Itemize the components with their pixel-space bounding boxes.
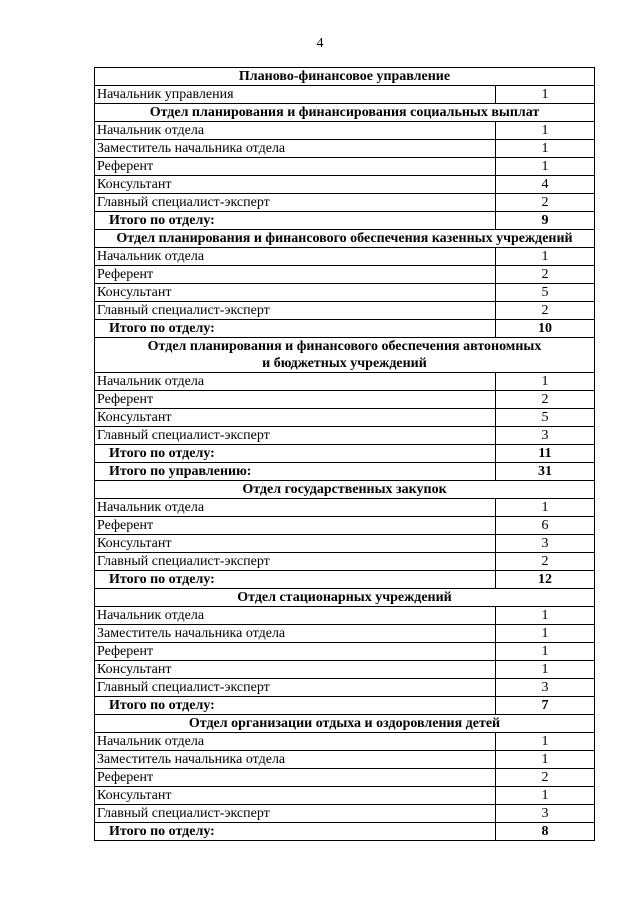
position-row	[95, 122, 595, 140]
total-row	[95, 463, 595, 481]
position-label: Начальник отдела	[95, 122, 496, 140]
total-row	[95, 823, 595, 841]
position-label: Начальник отдела	[95, 607, 496, 625]
staffing-table	[94, 67, 595, 841]
position-label: Референт	[95, 158, 496, 176]
position-row	[95, 787, 595, 805]
position-label: Главный специалист-эксперт	[95, 679, 496, 697]
position-count: 1	[496, 373, 595, 391]
total-count: 11	[496, 445, 595, 463]
position-row	[95, 409, 595, 427]
section-title: Отдел планирования и финансового обеспечения казенных учреждений	[95, 230, 595, 248]
position-label: Начальник управления	[95, 86, 496, 104]
position-label: Консультант	[95, 661, 496, 679]
section-header-row	[95, 715, 595, 733]
total-count: 9	[496, 212, 595, 230]
section-header-row	[95, 104, 595, 122]
position-row	[95, 391, 595, 409]
position-count: 1	[496, 158, 595, 176]
total-row	[95, 571, 595, 589]
position-label: Главный специалист-эксперт	[95, 302, 496, 320]
position-row	[95, 248, 595, 266]
position-label: Главный специалист-эксперт	[95, 427, 496, 445]
total-label: Итого по управлению:	[95, 463, 496, 481]
total-row	[95, 320, 595, 338]
total-count: 8	[496, 823, 595, 841]
position-count: 1	[496, 751, 595, 769]
position-count: 4	[496, 176, 595, 194]
position-row	[95, 733, 595, 751]
total-label: Итого по отделу:	[95, 320, 496, 338]
position-count: 5	[496, 284, 595, 302]
position-row	[95, 517, 595, 535]
position-count: 1	[496, 643, 595, 661]
section-header-row	[95, 68, 595, 86]
position-row	[95, 194, 595, 212]
position-count: 2	[496, 553, 595, 571]
total-count: 10	[496, 320, 595, 338]
position-label: Референт	[95, 391, 496, 409]
section-header-row	[95, 589, 595, 607]
position-count: 1	[496, 787, 595, 805]
position-row	[95, 679, 595, 697]
total-count: 12	[496, 571, 595, 589]
position-row	[95, 751, 595, 769]
position-count: 1	[496, 625, 595, 643]
position-row	[95, 158, 595, 176]
section-title-line: Отдел планирования и финансового обеспечения автономных	[147, 339, 542, 354]
position-label: Консультант	[95, 535, 496, 553]
position-label: Главный специалист-эксперт	[95, 194, 496, 212]
position-label: Начальник отдела	[95, 733, 496, 751]
position-row	[95, 643, 595, 661]
position-row	[95, 284, 595, 302]
position-count: 1	[496, 661, 595, 679]
position-count: 1	[496, 248, 595, 266]
section-header-row	[95, 481, 595, 499]
position-label: Консультант	[95, 176, 496, 194]
position-count: 3	[496, 805, 595, 823]
position-label: Начальник отдела	[95, 248, 496, 266]
position-count: 2	[496, 391, 595, 409]
position-count: 2	[496, 194, 595, 212]
position-row	[95, 535, 595, 553]
section-title: Отдел организации отдыха и оздоровления детей	[95, 715, 595, 733]
position-count: 1	[496, 607, 595, 625]
position-label: Референт	[95, 266, 496, 284]
total-label: Итого по отделу:	[95, 697, 496, 715]
position-row	[95, 427, 595, 445]
position-count: 2	[496, 302, 595, 320]
position-count: 1	[496, 733, 595, 751]
position-row	[95, 140, 595, 158]
position-label: Главный специалист-эксперт	[95, 553, 496, 571]
section-title: Отдел планирования и финансирования социальных выплат	[95, 104, 595, 122]
total-row	[95, 445, 595, 463]
position-row	[95, 266, 595, 284]
total-label: Итого по отделу:	[95, 823, 496, 841]
position-label: Главный специалист-эксперт	[95, 805, 496, 823]
position-label: Заместитель начальника отдела	[95, 625, 496, 643]
total-row	[95, 697, 595, 715]
position-count: 1	[496, 86, 595, 104]
staffing-table-body	[95, 68, 595, 841]
position-count: 1	[496, 122, 595, 140]
section-header-row	[95, 338, 595, 373]
page-number: 4	[316, 36, 324, 51]
position-label: Консультант	[95, 284, 496, 302]
total-count: 7	[496, 697, 595, 715]
position-count: 2	[496, 769, 595, 787]
position-row	[95, 499, 595, 517]
total-count: 31	[496, 463, 595, 481]
position-row	[95, 769, 595, 787]
position-label: Консультант	[95, 787, 496, 805]
position-count: 5	[496, 409, 595, 427]
position-label: Заместитель начальника отдела	[95, 751, 496, 769]
position-row	[95, 553, 595, 571]
position-label: Референт	[95, 643, 496, 661]
total-label: Итого по отделу:	[95, 212, 496, 230]
position-row	[95, 373, 595, 391]
position-count: 1	[496, 499, 595, 517]
position-count: 6	[496, 517, 595, 535]
position-label: Референт	[95, 517, 496, 535]
section-title	[95, 338, 595, 373]
position-count: 3	[496, 535, 595, 553]
position-label: Референт	[95, 769, 496, 787]
section-title: Отдел государственных закупок	[95, 481, 595, 499]
position-row	[95, 661, 595, 679]
position-count: 3	[496, 679, 595, 697]
total-label: Итого по отделу:	[95, 571, 496, 589]
position-label: Начальник отдела	[95, 499, 496, 517]
section-header-row	[95, 230, 595, 248]
section-title: Отдел стационарных учреждений	[95, 589, 595, 607]
position-row	[95, 176, 595, 194]
position-count: 2	[496, 266, 595, 284]
position-row	[95, 302, 595, 320]
position-row	[95, 607, 595, 625]
position-row	[95, 805, 595, 823]
position-label: Консультант	[95, 409, 496, 427]
position-row	[95, 625, 595, 643]
section-title-line: и бюджетных учреждений	[262, 356, 427, 371]
section-title: Планово-финансовое управление	[95, 68, 595, 86]
total-row	[95, 212, 595, 230]
total-label: Итого по отделу:	[95, 445, 496, 463]
position-label: Заместитель начальника отдела	[95, 140, 496, 158]
position-row	[95, 86, 595, 104]
position-count: 3	[496, 427, 595, 445]
position-count: 1	[496, 140, 595, 158]
position-label: Начальник отдела	[95, 373, 496, 391]
